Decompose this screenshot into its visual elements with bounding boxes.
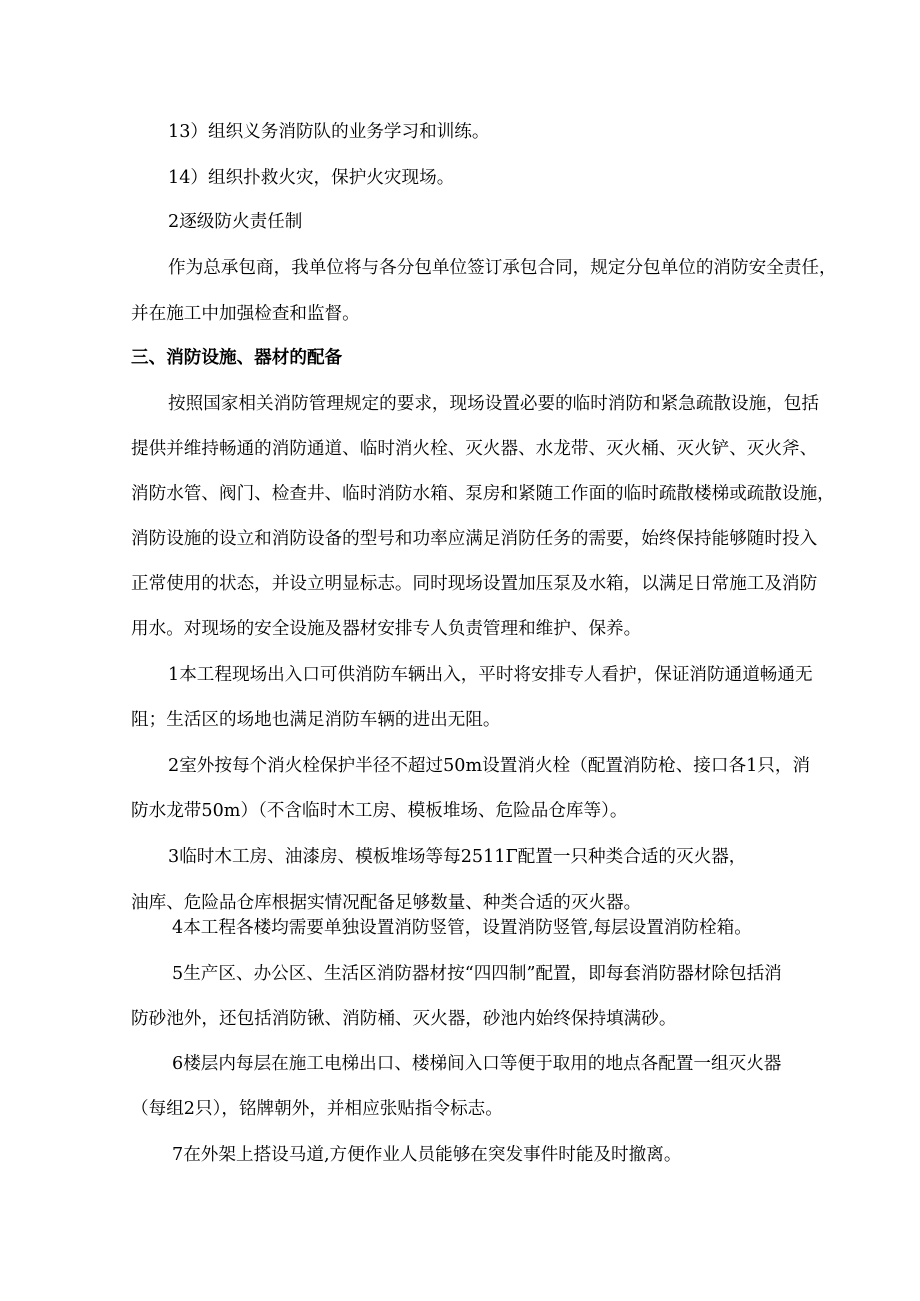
- list-item-2-cont: 防水龙带50m）（不含临时木工房、模板堆场、危险品仓库等）。: [131, 801, 628, 821]
- paragraph-line: 按照国家相关消防管理规定的要求，现场设置必要的临时消防和紧急疏散设施，包括: [168, 394, 819, 414]
- paragraph-line: 并在施工中加强检查和监督。: [131, 304, 360, 324]
- list-item-14: 14）组织扑救火灾，保护火灾现场。: [168, 168, 455, 188]
- list-item-6-cont: （每组2只），铭牌朝外，并相应张贴指令标志。: [131, 1099, 503, 1119]
- paragraph-line: 提供并维持畅通的消防通道、临时消火栓、灭火器、水龙带、灭火桶、灭火铲、灭火斧、: [131, 439, 818, 459]
- paragraph-line: 正常使用的状态，并设立明显标志。同时现场设置加压泵及水箱，以满足日常施工及消防: [131, 574, 818, 594]
- list-item-1-cont: 阻；生活区的场地也满足消防车辆的进出无阻。: [131, 710, 501, 730]
- section-title: 三、消防设施、器材的配备: [131, 347, 343, 368]
- list-item-3-cont: 油库、危险品仓库根据实情况配备足够数量、种类合适的灭火器。: [131, 893, 642, 913]
- list-item-13: 13）组织义务消防队的业务学习和训练。: [168, 122, 490, 142]
- paragraph-line: 作为总承包商，我单位将与各分包单位签订承包合同，规定分包单位的消防安全责任，: [168, 258, 837, 278]
- list-item-2: 2室外按每个消火栓保护半径不超过50m设置消火栓（配置消防枪、接口各1只，消: [168, 756, 811, 776]
- list-item-4: 4本工程各楼均需要单独设置消防竖管，设置消防竖管,每层设置消防栓箱。: [172, 918, 752, 938]
- paragraph-line: 用水。对现场的安全设施及器材安排专人负责管理和维护、保养。: [131, 619, 642, 639]
- list-item-3: 3临时木工房、油漆房、模板堆场等每2511Γ配置一只种类合适的灭火器，: [168, 847, 747, 867]
- list-item-1: 1本工程现场出入口可供消防车辆出入，平时将安排专人看护，保证消防通道畅通无: [168, 665, 813, 685]
- list-item-5: 5生产区、办公区、生活区消防器材按“四四制”配置，即每套消防器材除包括消: [172, 964, 782, 984]
- paragraph-line: 消防水管、阀门、检查井、临时消防水箱、泵房和紧随工作面的临时疏散楼梯或疏散设施，: [131, 484, 835, 504]
- list-item-5-cont: 防砂池外，还包括消防锹、消防桶、灭火器，砂池内始终保持填满砂。: [131, 1009, 677, 1029]
- section-heading-responsibility: 2逐级防火责任制: [168, 212, 303, 232]
- list-item-6: 6楼层内每层在施工电梯出口、楼梯间入口等便于取用的地点各配置一组灭火器: [172, 1054, 782, 1074]
- list-item-7: 7在外架上搭设马道,方便作业人员能够在突发事件时能及时撤离。: [172, 1145, 682, 1165]
- paragraph-line: 消防设施的设立和消防设备的型号和功率应满足消防任务的需要，始终保持能够随时投入: [131, 529, 818, 549]
